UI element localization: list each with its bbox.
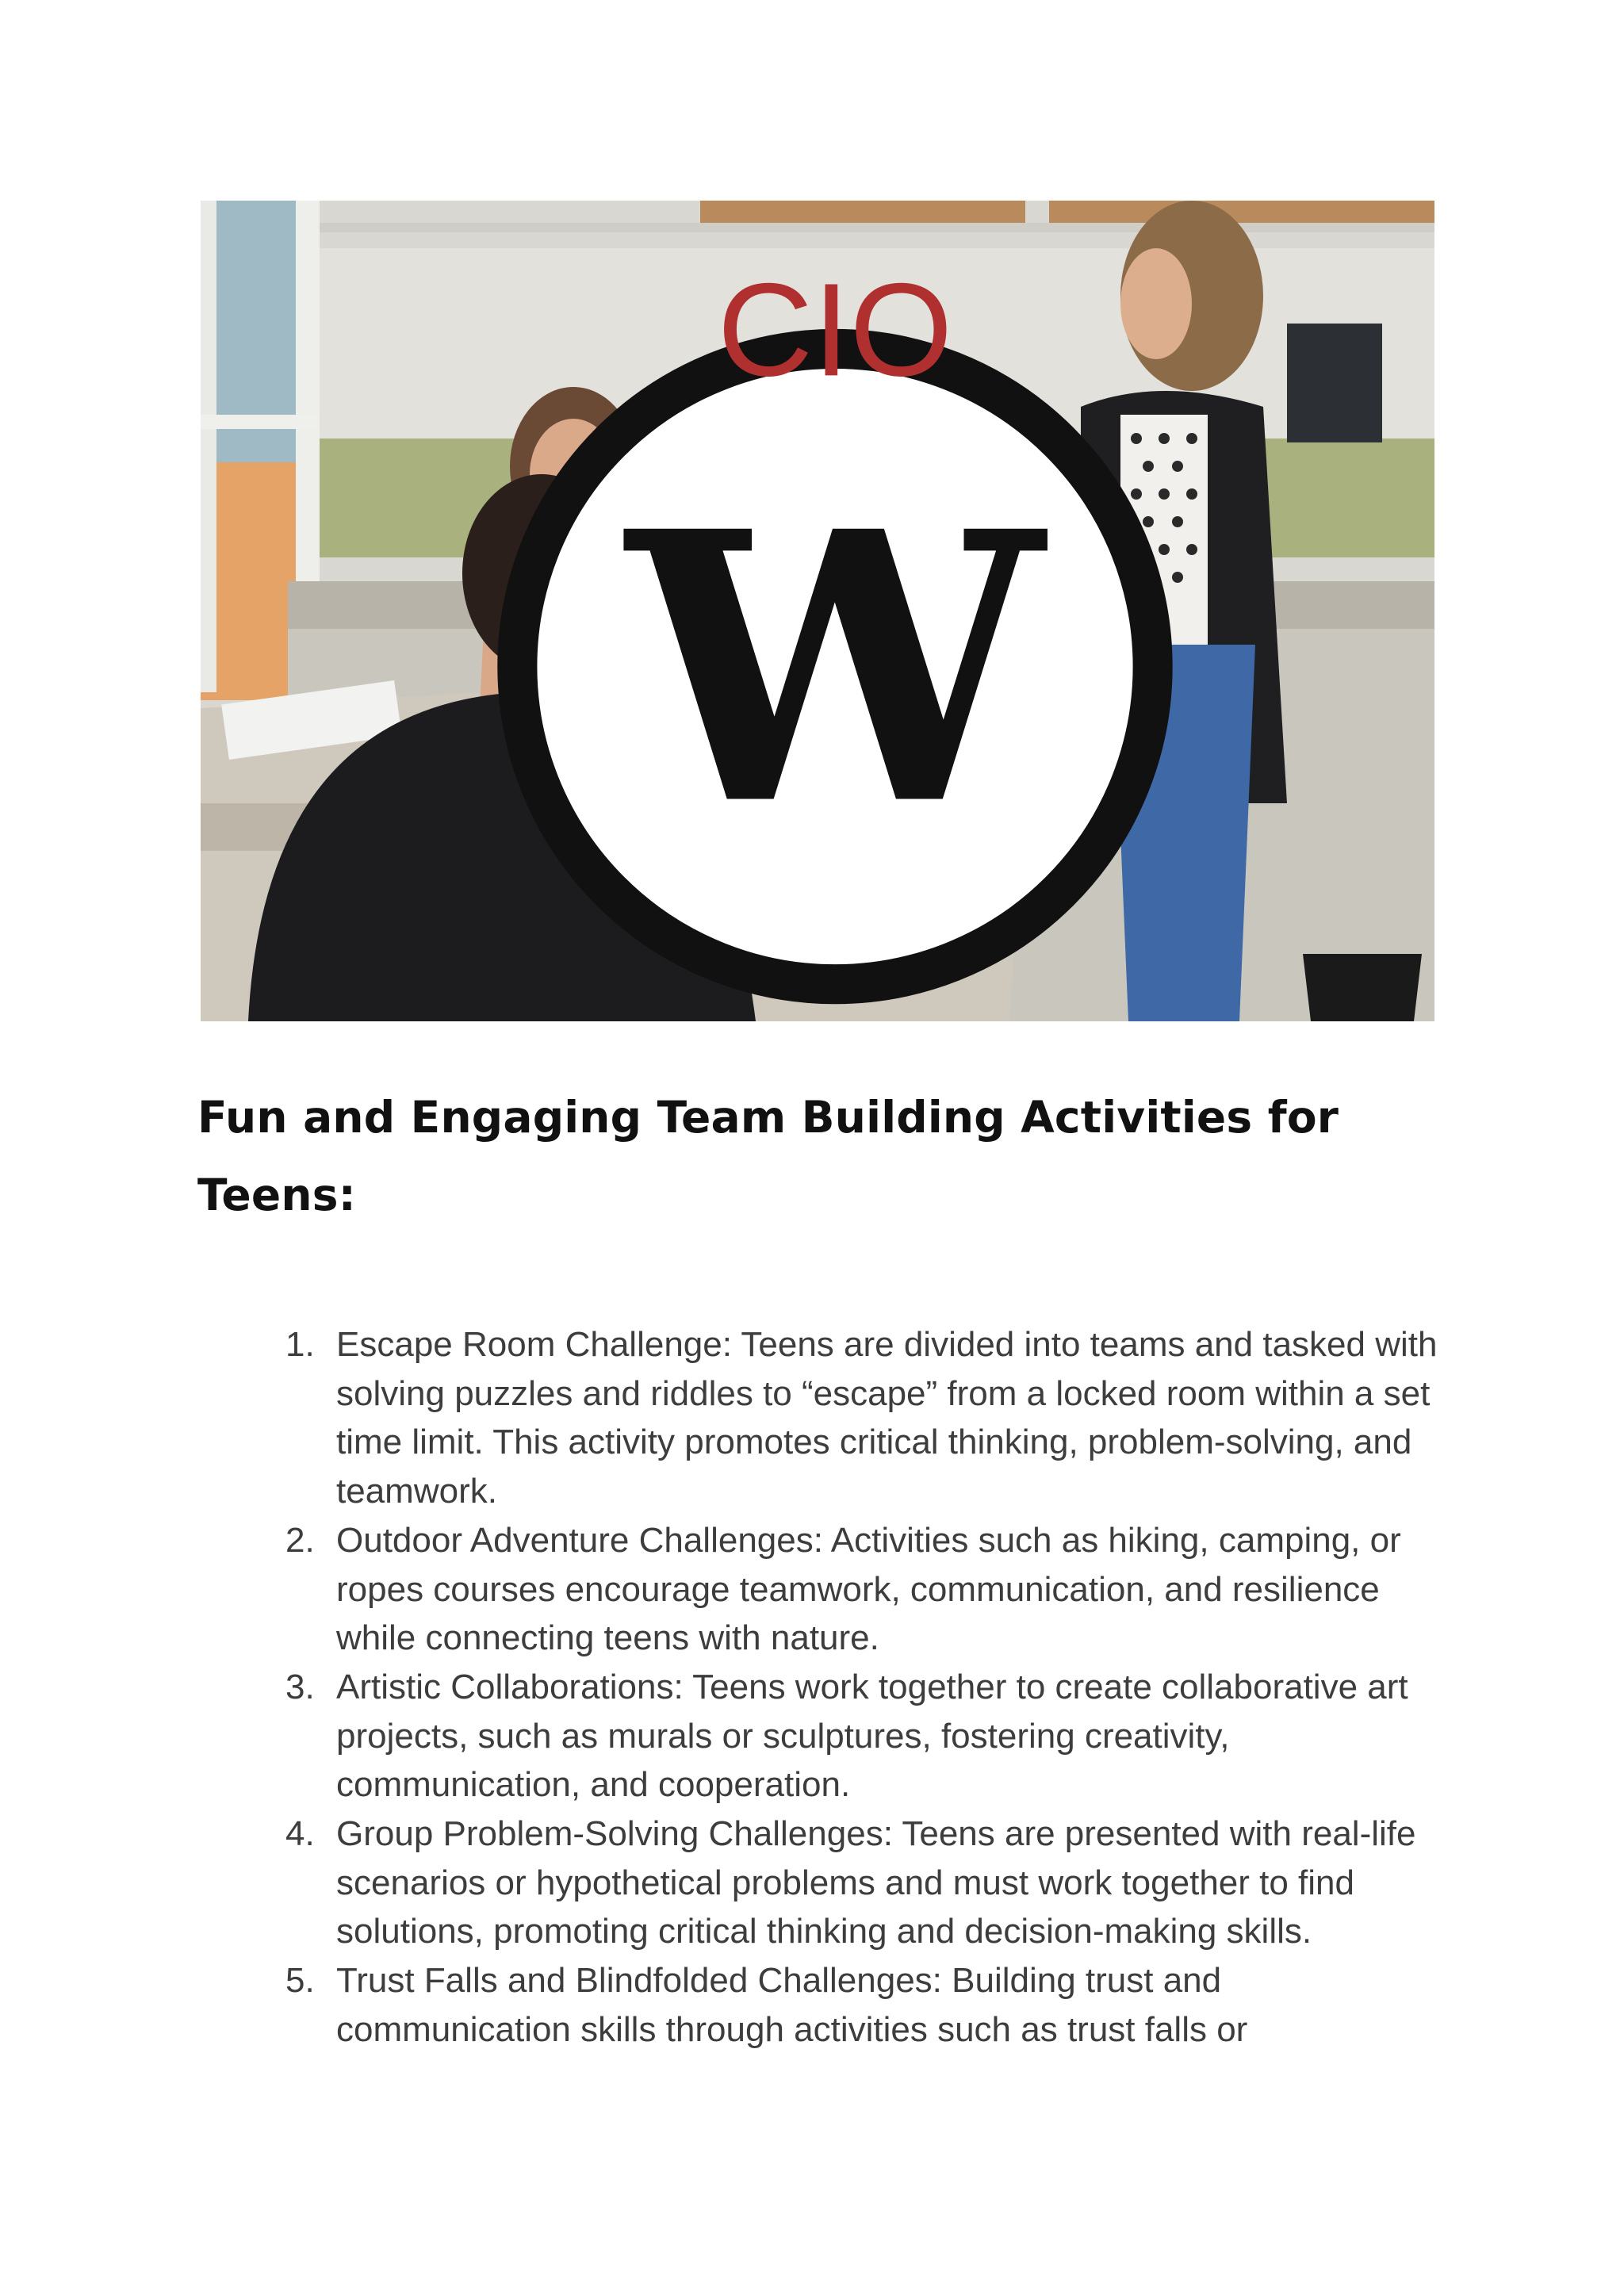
list-item-number: 2. [285,1520,315,1560]
list-item [285,1956,1443,2054]
list-item-number: 4. [285,1814,315,1854]
logo-top-text: CIO [717,256,953,404]
list-item-number: 5. [285,1961,315,2001]
page-heading: Fun and Engaging Team Building Activities for Teens: [197,1092,1339,1220]
list-item [285,1516,1443,1663]
team-photo [201,201,1434,1021]
list-item [285,1810,1443,1956]
list-item [285,1320,1443,1516]
list-item-text: Artistic Collaborations: Teens work together to create collaborative art projects, such as murals or sculptures, fostering creativity, communication, and cooperation. [336,1667,1408,1805]
list-item-number: 1. [285,1325,315,1364]
list-item-text: Outdoor Adventure Challenges: Activities such as hiking, camping, or ropes courses encourage teamwork, communication, and resilience while connecting teens with nature. [336,1520,1401,1658]
logo-letter: W [626,451,1044,887]
activities-list [285,1320,1443,2055]
list-item-text: Escape Room Challenge: Teens are divided into teams and tasked with solving puzzles and riddles to “escape” from a locked room within a set time limit. This activity promotes critical thinking, problem-solving, and teamwork. [336,1325,1438,1511]
list-item-text: Trust Falls and Blindfolded Challenges: Building trust and communication skills through activities such as trust falls or [336,1961,1248,2049]
cio-logo [218,216,1434,1021]
list-item [285,1663,1443,1810]
list-item-number: 3. [285,1667,315,1706]
list-item-text: Group Problem-Solving Challenges: Teens are presented with real-life scenarios or hypothetical problems and must work together to find solutions, promoting critical thinking and decision-making skills. [336,1814,1416,1951]
